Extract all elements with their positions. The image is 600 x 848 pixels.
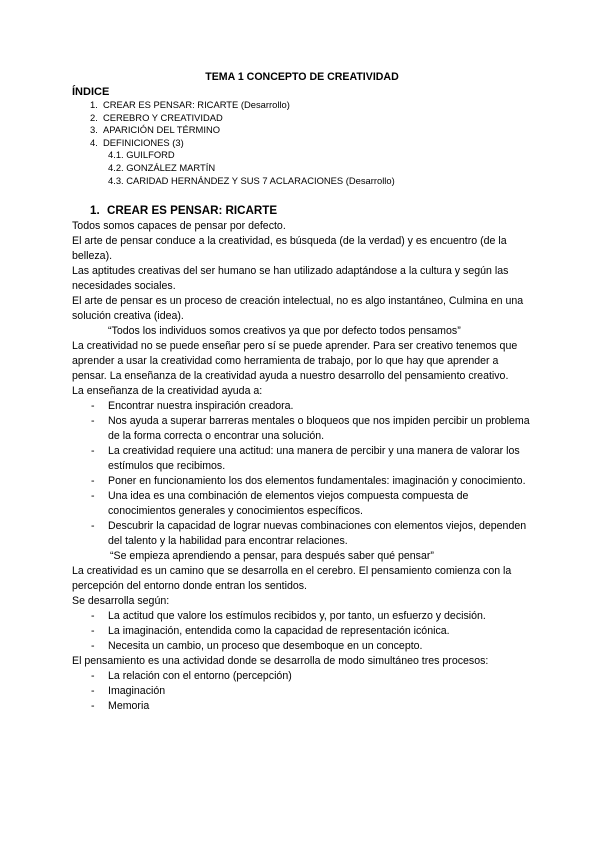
toc-item: [72, 112, 532, 125]
toc-subitem: 4.1. GUILFORD: [108, 149, 175, 161]
list-item-text: Una idea es una combinación de elementos viejos compuesta compuesta de conocimientos generales y conocimientos específicos.: [108, 490, 469, 518]
paragraph: La enseñanza de la creatividad ayuda a:: [72, 385, 263, 398]
list-item: [72, 444, 532, 474]
dash-marker: -: [91, 685, 95, 698]
list-item-text: Necesita un cambio, un proceso que desemboque en un concepto.: [108, 640, 423, 653]
paragraph: La creatividad no se puede enseñar pero sí se puede aprender. Para ser creativo tenemos que aprender a usar la creatividad como herramienta de trabajo, por lo que hay que aprender a pensar. La enseñanza de la creatividad ayuda a nuestro desarrollo del pensamiento creativo.: [72, 340, 518, 383]
paragraph: Todos somos capaces de pensar por defecto.: [72, 220, 286, 233]
toc-item: [72, 137, 532, 150]
list-item-text: Memoria: [108, 700, 150, 713]
bullet-list: [72, 399, 532, 549]
paragraph: El arte de pensar conduce a la creatividad, es búsqueda (de la verdad) y es encuentro (de la belleza).: [72, 235, 507, 263]
list-item: [72, 639, 532, 654]
list-item-text: La imaginación, entendida como la capacidad de representación icónica.: [108, 625, 450, 638]
paragraph: Se desarrolla según:: [72, 595, 170, 608]
toc-subitem: 4.2. GONZÁLEZ MARTÍN: [108, 161, 216, 173]
toc-item: [72, 99, 532, 112]
paragraph: Las aptitudes creativas del ser humano se han utilizado adaptándose a la cultura y según las necesidades sociales.: [72, 265, 509, 293]
list-item: [72, 624, 532, 639]
document-page: [72, 70, 532, 714]
list-item-text: La actitud que valore los estímulos recibidos y, por tanto, un esfuerzo y decisión.: [108, 610, 486, 623]
list-item-text: Descubrir la capacidad de lograr nuevas combinaciones con elementos viejos, dependen del talento y la habilidad para encontrar relaciones.: [108, 520, 527, 548]
dash-marker: -: [91, 490, 95, 503]
quote: “Se empieza aprendiendo a pensar, para después saber qué pensar”: [110, 550, 434, 563]
list-item-text: Poner en funcionamiento los dos elementos fundamentales: imaginación y conocimiento.: [108, 475, 526, 488]
list-item-text: Encontrar nuestra inspiración creadora.: [108, 400, 294, 413]
dash-marker: -: [91, 475, 95, 488]
toc-text: CEREBRO Y CREATIVIDAD: [103, 111, 223, 123]
dash-marker: -: [91, 445, 95, 458]
document-title: TEMA 1 CONCEPTO DE CREATIVIDAD: [205, 71, 399, 83]
toc-number: 1.: [90, 99, 98, 110]
paragraph: El arte de pensar es un proceso de creación intelectual, no es algo instantáneo, Culmina en una solución creativa (idea).: [72, 295, 524, 323]
toc-text: DEFINICIONES (3): [103, 136, 184, 148]
list-item: [72, 489, 532, 519]
list-item-text: Nos ayuda a superar barreras mentales o bloqueos que nos impiden percibir un problema de la forma correcta o encontrar una solución.: [108, 415, 530, 443]
paragraph: El pensamiento es una actividad donde se desarrolla de modo simultáneo tres procesos:: [72, 655, 489, 668]
bullet-list: [72, 669, 532, 714]
toc-subitem: 4.3. CARIDAD HERNÁNDEZ Y SUS 7 ACLARACIONES (Desarrollo): [108, 174, 395, 186]
list-item-text: La creatividad requiere una actitud: una manera de percibir y una manera de valorar los estímulos que recibimos.: [108, 445, 520, 473]
toc-text: CREAR ES PENSAR: RICARTE (Desarrollo): [103, 99, 290, 110]
list-item: [72, 669, 532, 684]
toc-number: 4.: [90, 136, 98, 148]
list-item: [72, 399, 532, 414]
dash-marker: -: [91, 670, 95, 683]
toc-item: [72, 124, 532, 137]
quote: “Todos los individuos somos creativos ya que por defecto todos pensamos”: [108, 325, 461, 338]
paragraph: La creatividad es un camino que se desarrolla en el cerebro. El pensamiento comienza con la percepción del entorno donde entran los sentidos.: [72, 565, 512, 593]
list-item: [72, 414, 532, 444]
dash-marker: -: [91, 415, 95, 428]
toc-number: 2.: [90, 111, 98, 123]
dash-marker: -: [91, 610, 95, 623]
dash-marker: -: [91, 520, 95, 533]
list-item-text: Imaginación: [108, 685, 166, 698]
section-title: CREAR ES PENSAR: RICARTE: [107, 204, 278, 218]
dash-marker: -: [91, 400, 95, 413]
list-item: [72, 699, 532, 714]
section-number: 1.: [90, 204, 100, 218]
index-heading: ÍNDICE: [72, 86, 110, 98]
toc-text: APARICIÓN DEL TÉRMINO: [103, 124, 221, 136]
section-heading: [72, 203, 532, 219]
list-item: [72, 474, 532, 489]
list-item: [72, 609, 532, 624]
list-item: [72, 519, 532, 549]
table-of-contents: [72, 99, 532, 187]
bullet-list: [72, 609, 532, 654]
list-item: [72, 684, 532, 699]
list-item-text: La relación con el entorno (percepción): [108, 670, 292, 683]
dash-marker: -: [91, 640, 95, 653]
dash-marker: -: [91, 700, 95, 713]
toc-number: 3.: [90, 124, 98, 136]
dash-marker: -: [91, 625, 95, 638]
